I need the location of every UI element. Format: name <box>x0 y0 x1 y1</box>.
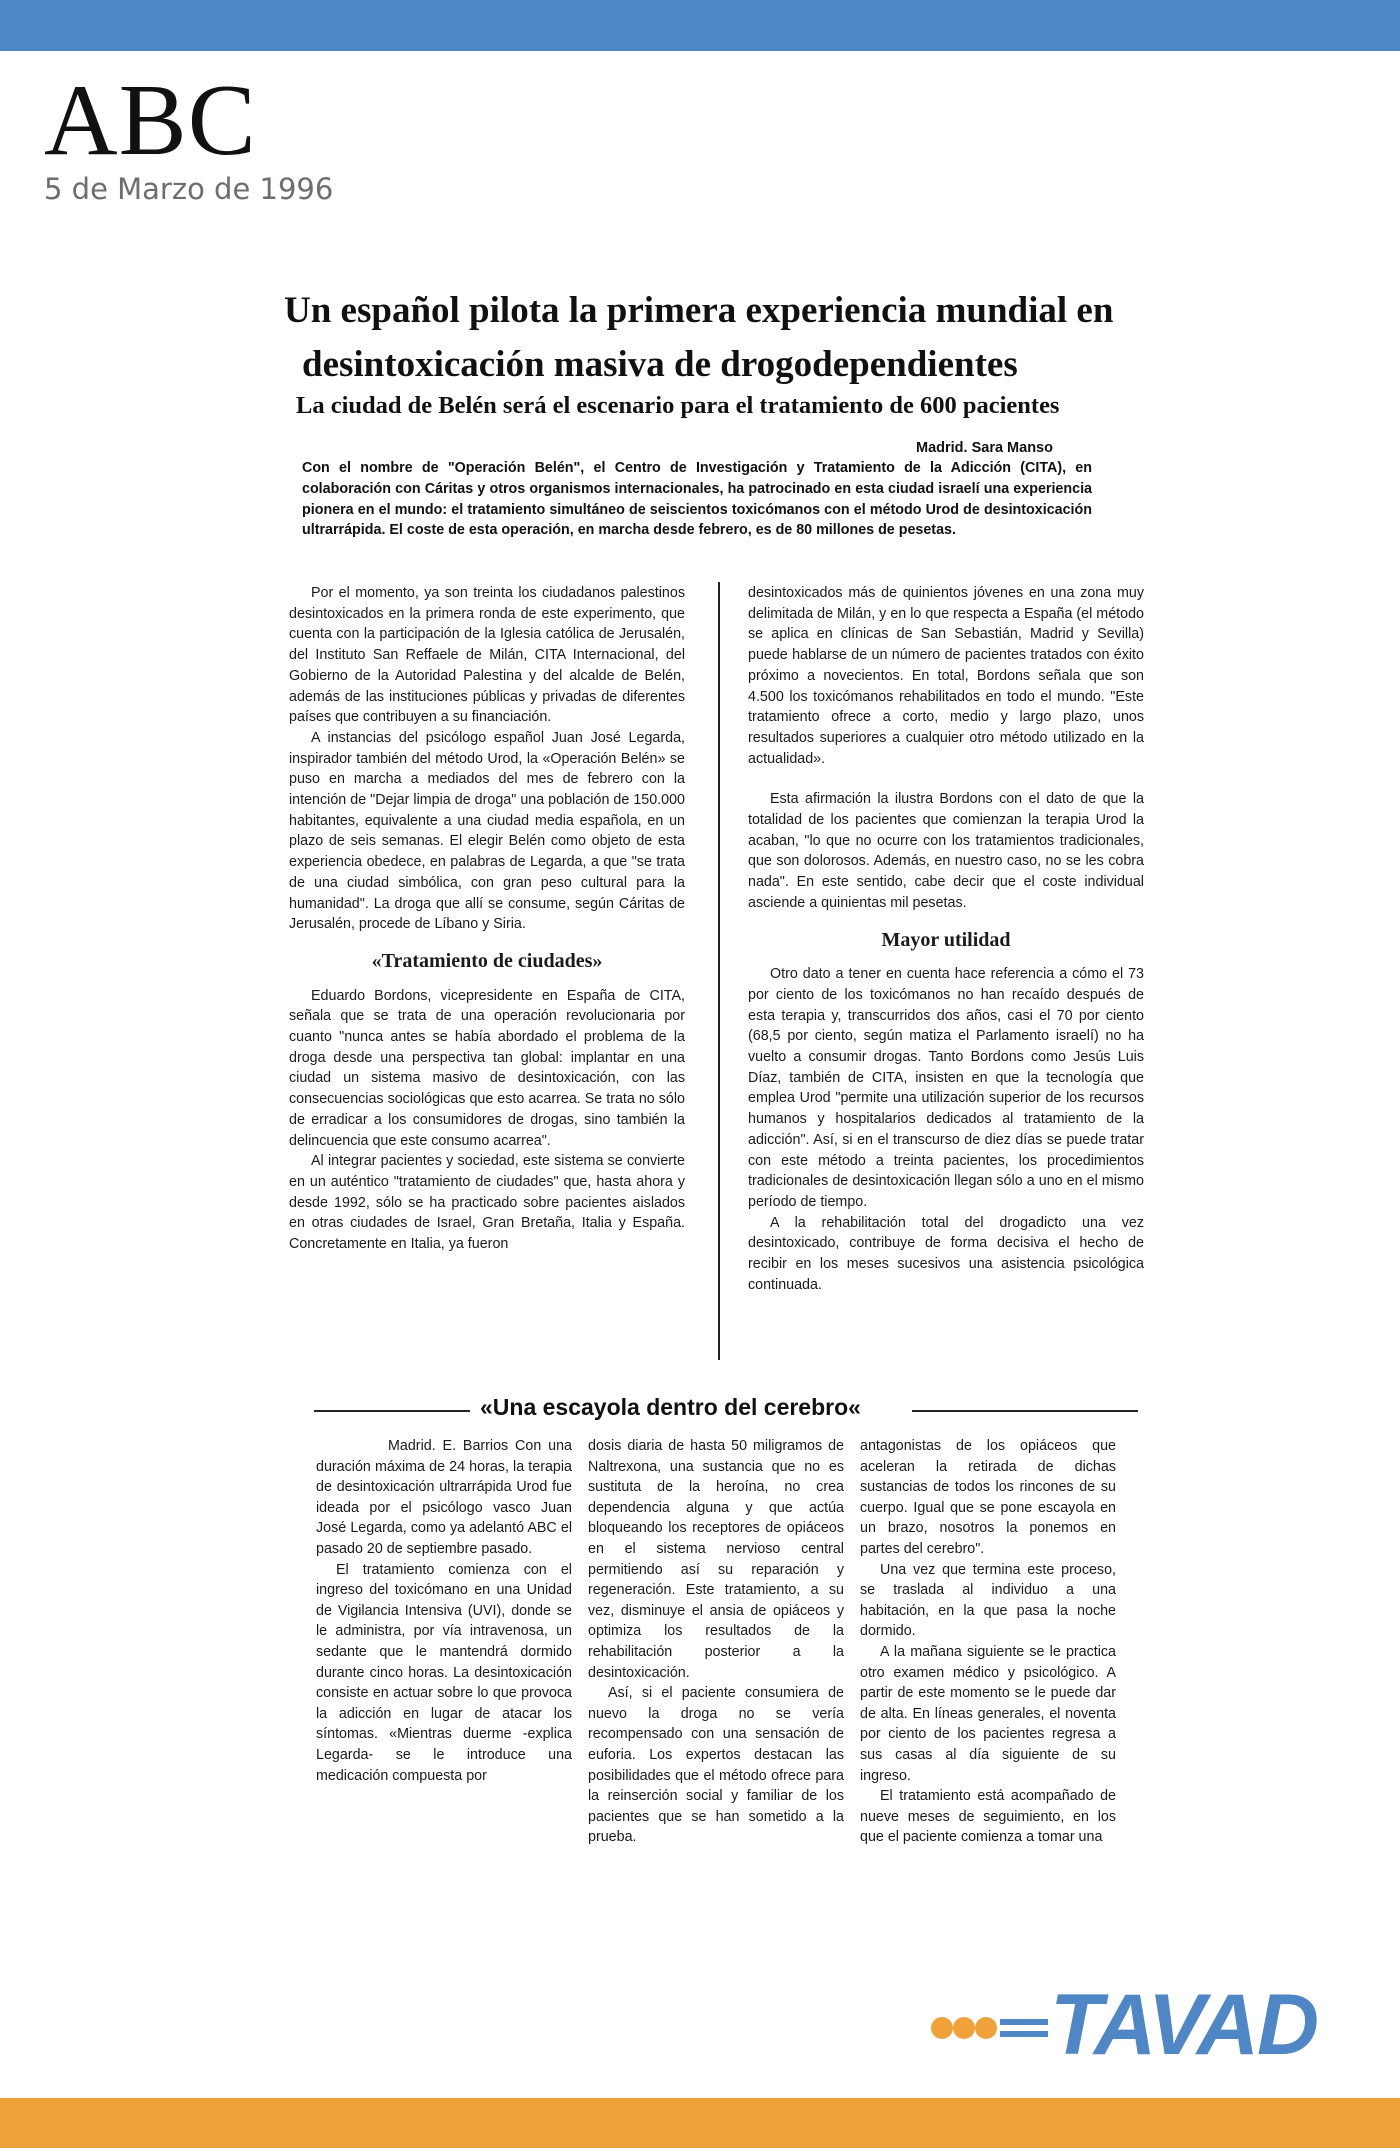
bottom-color-band <box>0 2098 1400 2148</box>
body-paragraph: Eduardo Bordons, vicepresidente en España de CITA, señala que se trata de una operación revolucionaria por cuanto "nunca antes se había abordado el problema de la droga desde una perspectiva tan global: implantar en una ciudad un sistema masivo de desintoxicación, con las consecuencias sociológicas que esto acarrea. Se trata no sólo de erradicar a los consumidores de drogas, sino también la delincuencia que este consumo acarrea". <box>289 987 685 1149</box>
body-paragraph: desintoxicados más de quinientos jóvenes en una zona muy delimitada de Milán, y en lo que respecta a España (el método se aplica en clínicas de San Sebastián, Madrid y Sevilla) puede hablarse de un número de pacientes tratados con éxito próximo a novecientos. En total, Bordons señala que son 4.500 los toxicómanos rehabilitados en todo el mundo. "Este tratamiento ofrece a corto, medio y largo plazo, unos resultados superiores a cualquier otro método utilizado en la actualidad». <box>748 585 1144 767</box>
column-divider <box>718 582 720 1360</box>
logo-wordmark: TAVAD <box>1050 1977 1318 2073</box>
body-paragraph: El tratamiento está acompañado de nueve meses de seguimiento, en los que el paciente comienza a tomar una <box>860 1788 1116 1846</box>
body-paragraph: Por el momento, ya son treinta los ciudadanos palestinos desintoxicados en la primera ronda de este experimento, que cuenta con la participación de la Iglesia católica de Jerusalén, del Instituto San Reffaele de Milán, CITA Internacional, del Gobierno de la Autoridad Palestina y del alcalde de Belén, además de las instituciones públicas y privadas de diferentes países que contribuyen a su financiación. <box>289 585 685 726</box>
publication-date: 5 de Marzo de 1996 <box>44 172 334 206</box>
byline: Madrid. Sara Manso <box>916 440 1053 456</box>
body-paragraph: A la mañana siguiente se le practica otro examen médico y psicológico. A partir de este momento se le puede dar de alta. En líneas generales, el noventa por ciento de los pacientes regresa a sus casas al día siguiente de su ingreso. <box>860 1643 1116 1784</box>
body-paragraph: Al integrar pacientes y sociedad, este sistema se convierte en un auténtico "tratamiento de ciudades" que, hasta ahora y desde 1992, sólo se ha practicado sobre pacientes aislados en otras ciudades de Israel, Gran Bretaña, Italia y España. Concretamente en Italia, ya fueron <box>289 1153 685 1253</box>
body-paragraph: Una vez que termina este proceso, se traslada al individuo a una habitación, en la que pasa la noche dormido. <box>860 1561 1116 1640</box>
body-paragraph: El tratamiento comienza con el ingreso del toxicómano en una Unidad de Vigilancia Intensiva (UVI), donde se le administra, por vía intravenosa, un sedante que le mantendrá dormido durante cinco horas. La desintoxicación consiste en actuar sobre lo que provoca la adicción en lugar de atacar los síntomas. «Mientras duerme -explica Legarda- se le introduce una medicación compuesta por <box>316 1561 572 1784</box>
body-paragraph: Madrid. E. Barrios Con una duración máxima de 24 horas, la terapia de desintoxicación ultrarrápida Urod fue ideada por el psicólogo vasco Juan José Legarda, como ya adelantó ABC el pasado 20 de septiembre pasado. <box>316 1438 572 1557</box>
sidebar-title: «Una escayola dentro del cerebro« <box>480 1394 861 1420</box>
sidebar-title-rule-right <box>912 1410 1138 1412</box>
body-paragraph: Esta afirmación la ilustra Bordons con el dato de que la totalidad de los pacientes que comienzan la terapia Urod la acaban, "lo que no ocurre con los tratamientos tradicionales, que son dolorosos. Además, en nuestro caso, no se les cobra nada". En este sentido, cabe decir que el coste individual asciende a quinientas mil pesetas. <box>748 791 1144 911</box>
logo-dots-icon <box>930 2010 1050 2046</box>
body-paragraph: A instancias del psicólogo español Juan José Legarda, inspirador también del método Urod, la «Operación Belén» se puso en marcha a mediados del mes de febrero con la intención de "Dejar limpia de droga" una población de 150.000 habitantes, equivalente a una ciudad media española, en un plazo de seis semanas. El elegir Belén como objeto de esta experiencia obedece, en palabras de Legarda, a que "se trata de una ciudad simbólica, con gran peso cultural para la humanidad". La droga que allí se consume, según Cáritas de Jerusalén, procede de Líbano y Siria. <box>289 729 685 933</box>
sidebar-column-3 <box>860 1436 1116 1848</box>
body-paragraph: Otro dato a tener en cuenta hace referencia a cómo el 73 por ciento de los toxicómanos no han recaído después de esta terapia y, transcurridos dos años, casi el 70 por ciento (68,5 por ciento, según matiza el Parlamento israelí) no ha vuelto a consumir drogas. Tanto Bordons como Jesús Luis Díaz, también de CITA, insisten en que la tecnología que emplea Urod "permite una utilización superior de los recursos humanos y hospitalarios dedicados al tratamiento de la adicción". Así, si en el transcurso de diez días se puede tratar con este método a treinta pacientes, los procedimientos tradicionales de desintoxicación llegan sólo a uno en el mismo período de tiempo. <box>748 966 1144 1210</box>
sidebar-title-rule-left <box>314 1410 470 1412</box>
sidebar-column-2 <box>588 1436 844 1848</box>
body-paragraph: A la rehabilitación total del drogadicto una vez desintoxicado, contribuye de forma decisiva el hecho de recibir en los meses sucesivos una asistencia psicológica continuada. <box>748 1214 1144 1293</box>
body-paragraph: Así, si el paciente consumiera de nuevo la droga no se vería recompensado con una sensación de euforia. Los expertos destacan las posibilidades que el método ofrece para la reinserción social y familiar de los pacientes que se han sometido a la prueba. <box>588 1685 844 1846</box>
article-column-1 <box>289 583 685 1255</box>
newspaper-masthead: ABC <box>44 64 257 177</box>
body-paragraph: dosis diaria de hasta 50 miligramos de Naltrexona, una sustancia que no es sustituta de la heroína, no crea dependencia alguna y que actúa bloqueando los receptores de opiáceos en el sistema nervioso central permitiendo así su reparación y regeneración. Este tratamiento, a su vez, disminuye el ansia de opiáceos y optimiza los resultados de la rehabilitación posterior a la desintoxicación. <box>588 1438 844 1681</box>
headline-line-1: Un español pilota la primera experiencia mundial en <box>284 290 1114 331</box>
lead-paragraph: Con el nombre de "Operación Belén", el Centro de Investigación y Tratamiento de la Adicción (CITA), en colaboración con Cáritas y otros organismos internacionales, ha patrocinado en esta ciudad israelí una experiencia pionera en el mundo: el tratamiento simultáneo de seiscientos toxicómanos con el método Urod de desintoxicación ultrarrápida. El coste de esta operación, en marcha desde febrero, es de 80 millones de pesetas. <box>302 460 1092 539</box>
article-subheadline: La ciudad de Belén será el escenario para el tratamiento de 600 pacientes <box>296 392 1060 419</box>
article-headline <box>284 284 1184 392</box>
section-subheading: Mayor utilidad <box>881 928 1011 951</box>
headline-line-2: desintoxicación masiva de drogodependientes <box>302 344 1018 385</box>
tavad-logo <box>930 1977 1360 2073</box>
article-column-2 <box>748 583 1144 1296</box>
sidebar-column-1 <box>316 1436 572 1786</box>
body-paragraph: antagonistas de los opiáceos que aceleran la retirada de dichas sustancias de todos los rincones de su cuerpo. Igual que se pone escayola en un brazo, nosotros la ponemos en partes del cerebro". <box>860 1438 1116 1557</box>
section-subheading: «Tratamiento de ciudades» <box>371 949 603 972</box>
top-color-band <box>0 0 1400 51</box>
